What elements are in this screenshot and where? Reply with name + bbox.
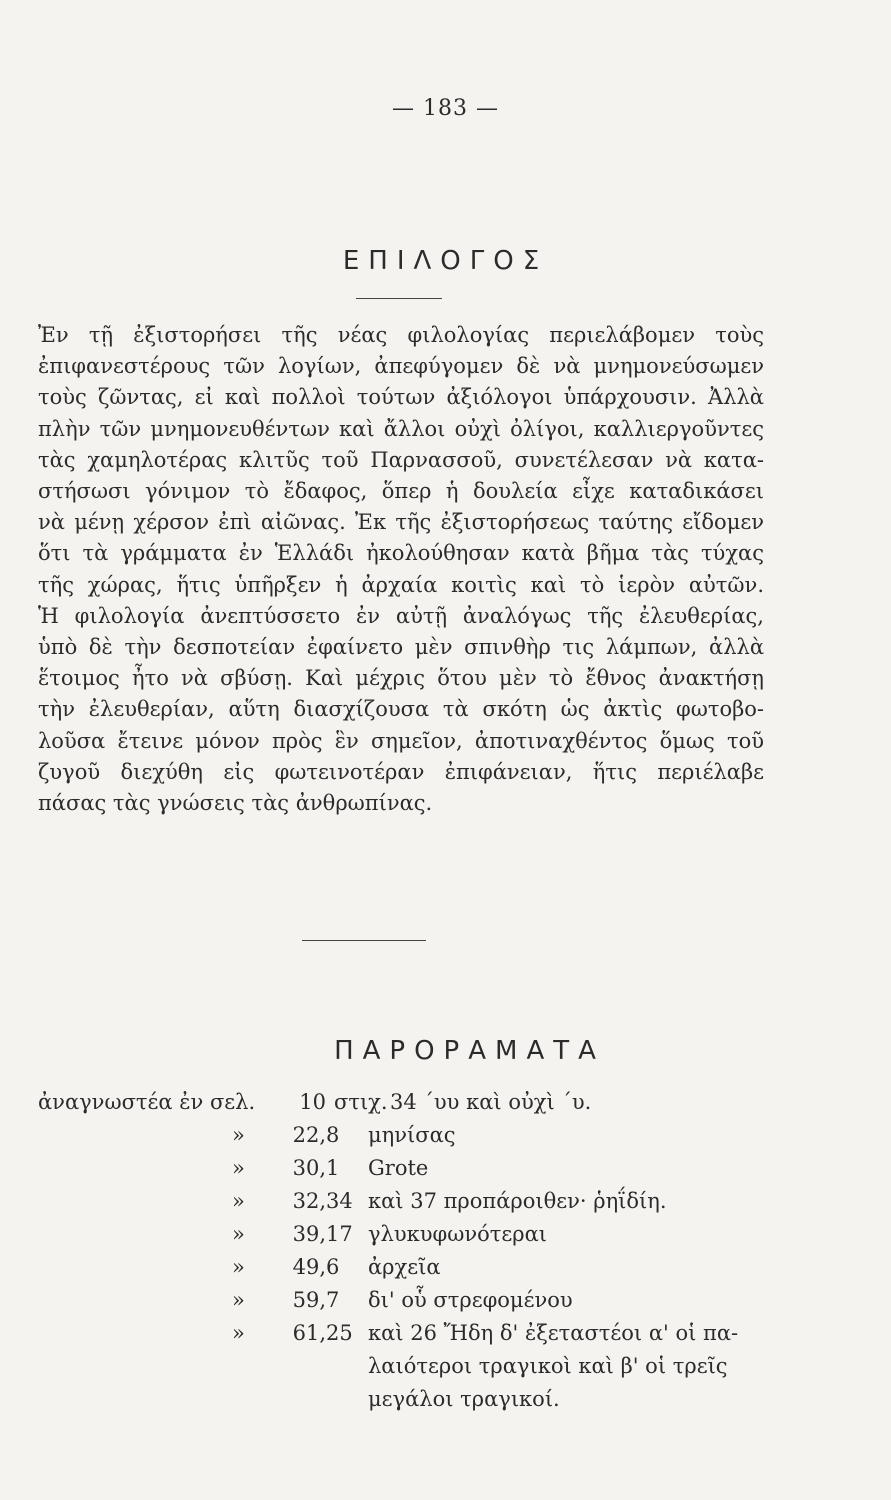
ditto-mark: » (232, 1123, 245, 1147)
text-line: στήσωσι γόνιμον τὸ ἔδαφος, ὅπερ ἡ δουλεία εἶχε καταδικάσει (38, 479, 764, 504)
text-line: ὅτι τὰ γράμματα ἐν Ἑλλάδι ἠκολούθησαν κατὰ βῆμα τὰς τύχας (38, 541, 764, 566)
heading-rule (356, 298, 442, 299)
section-divider (302, 940, 426, 941)
text-line: τὴν ἐλευθερίαν, αὕτη διασχίζουσα τὰ σκότη ὡς ἀκτὶς φωτοβο- (38, 697, 764, 722)
text-line: ζυγοῦ διεχύθη εἰς φωτεινοτέραν ἐπιφάνειαν, ἥτις περιέλαβε (38, 759, 764, 784)
errata-correction: ἀρχεῖα (368, 1255, 441, 1279)
ditto-mark: » (232, 1288, 245, 1312)
errata-continuation-row (38, 1354, 798, 1387)
text-line: ἐπιφανεστέρους τῶν λογίων, ἀπεφύγομεν δὲ νὰ μνημονεύσωμεν (38, 354, 764, 379)
text-line: ἕτοιμος ἦτο νὰ σβύσῃ. Καὶ μέχρις ὅτου μὲν τὸ ἔθνος ἀνακτήσῃ (38, 666, 764, 691)
epilogue-paragraph (38, 320, 764, 819)
errata-correction: μηνίσας (368, 1123, 456, 1147)
errata-line: 1 (326, 1156, 340, 1180)
errata-lead: ἀναγνωστέα ἐν σελ. (38, 1090, 256, 1114)
errata-page: 61, (292, 1321, 326, 1345)
errata-table (38, 1090, 798, 1420)
errata-heading: ΠΑΡΟΡΑΜΑΤΑ (334, 1036, 605, 1066)
errata-row (38, 1288, 798, 1321)
errata-page: 49, (292, 1255, 326, 1279)
errata-correction: καὶ 37 προπάροιθεν· ῥηΐδίη. (368, 1189, 667, 1213)
ditto-mark: » (232, 1321, 245, 1345)
text-line: νὰ μένῃ χέρσον ἐπὶ αἰῶνας. Ἐκ τῆς ἐξιστορήσεως ταύτης εἴδομεν (38, 510, 764, 535)
errata-line: 25 (326, 1321, 353, 1345)
epilogue-heading: ΕΠΙΛΟΓΟΣ (342, 246, 549, 276)
errata-page: 30, (292, 1156, 326, 1180)
errata-page: 32, (292, 1189, 326, 1213)
errata-line: 7 (326, 1288, 340, 1312)
errata-correction: Grote (368, 1156, 429, 1180)
errata-line: 6 (326, 1255, 340, 1279)
ditto-mark: » (232, 1156, 245, 1180)
errata-row (38, 1123, 798, 1156)
errata-correction-continued: μεγάλοι τραγικοί. (368, 1387, 560, 1411)
errata-row (38, 1255, 798, 1288)
text-line: τῆς χώρας, ἥτις ὑπῆρξεν ἡ ἀρχαία κοιτὶς καὶ τὸ ἱερὸν αὐτῶν. (38, 572, 764, 597)
text-line: πάσας τὰς γνώσεις τὰς ἀνθρωπίνας. (38, 791, 433, 816)
errata-line: 34 (326, 1189, 353, 1213)
text-line: Ἐν τῇ ἐξιστορήσει τῆς νέας φιλολογίας περιελάβομεν τοὺς (38, 323, 764, 347)
ditto-mark: » (232, 1189, 245, 1213)
errata-correction: δι' οὗ στρεφομένου (368, 1288, 573, 1312)
errata-page: 10 (299, 1090, 326, 1114)
errata-line: 17 (326, 1222, 353, 1246)
errata-row (38, 1156, 798, 1189)
errata-row (38, 1090, 798, 1123)
errata-page: 59, (292, 1288, 326, 1312)
text-line: πλὴν τῶν μνημονευθέντων καὶ ἄλλοι οὐχὶ ὀλίγοι, καλλιεργοῦντες (38, 416, 764, 441)
ditto-mark: » (232, 1222, 245, 1246)
errata-correction: 34 ˊυυ καὶ οὐχὶ ˊυ. (390, 1090, 592, 1114)
errata-continuation-row (38, 1387, 798, 1420)
errata-line: στιχ. (334, 1090, 388, 1114)
errata-row (38, 1189, 798, 1222)
errata-correction-continued: λαιότεροι τραγικοὶ καὶ β' οἱ τρεῖς (368, 1354, 728, 1378)
errata-page: 39, (292, 1222, 326, 1246)
text-line: λοῦσα ἔτεινε μόνον πρὸς ἓν σημεῖον, ἀποτιναχθέντος ὅμως τοῦ (38, 728, 764, 753)
text-line: Ἡ φιλολογία ἀνεπτύσσετο ἐν αὐτῇ ἀναλόγως τῆς ἐλευθερίας, (38, 603, 764, 628)
errata-row (38, 1321, 798, 1354)
text-line: τὰς χαμηλοτέρας κλιτῦς τοῦ Παρνασσοῦ, συνετέλεσαν νὰ κατα- (38, 447, 764, 472)
errata-row (38, 1222, 798, 1255)
errata-page: 22, (292, 1123, 326, 1147)
page-number: — 183 — (392, 96, 499, 121)
text-line: τοὺς ζῶντας, εἰ καὶ πολλοὶ τούτων ἀξιόλογοι ὑπάρχουσιν. Ἀλλὰ (38, 385, 764, 410)
ditto-mark: » (232, 1255, 245, 1279)
errata-line: 8 (326, 1123, 340, 1147)
errata-correction: καὶ 26 Ἤδη δ' ἐξεταστέοι α' οἱ πα- (368, 1321, 739, 1345)
errata-correction: γλυκυφωνότεραι (368, 1222, 548, 1246)
text-line: ὑπὸ δὲ τὴν δεσποτείαν ἐφαίνετο μὲν σπινθὴρ τις λάμπων, ἀλλὰ (38, 635, 764, 660)
